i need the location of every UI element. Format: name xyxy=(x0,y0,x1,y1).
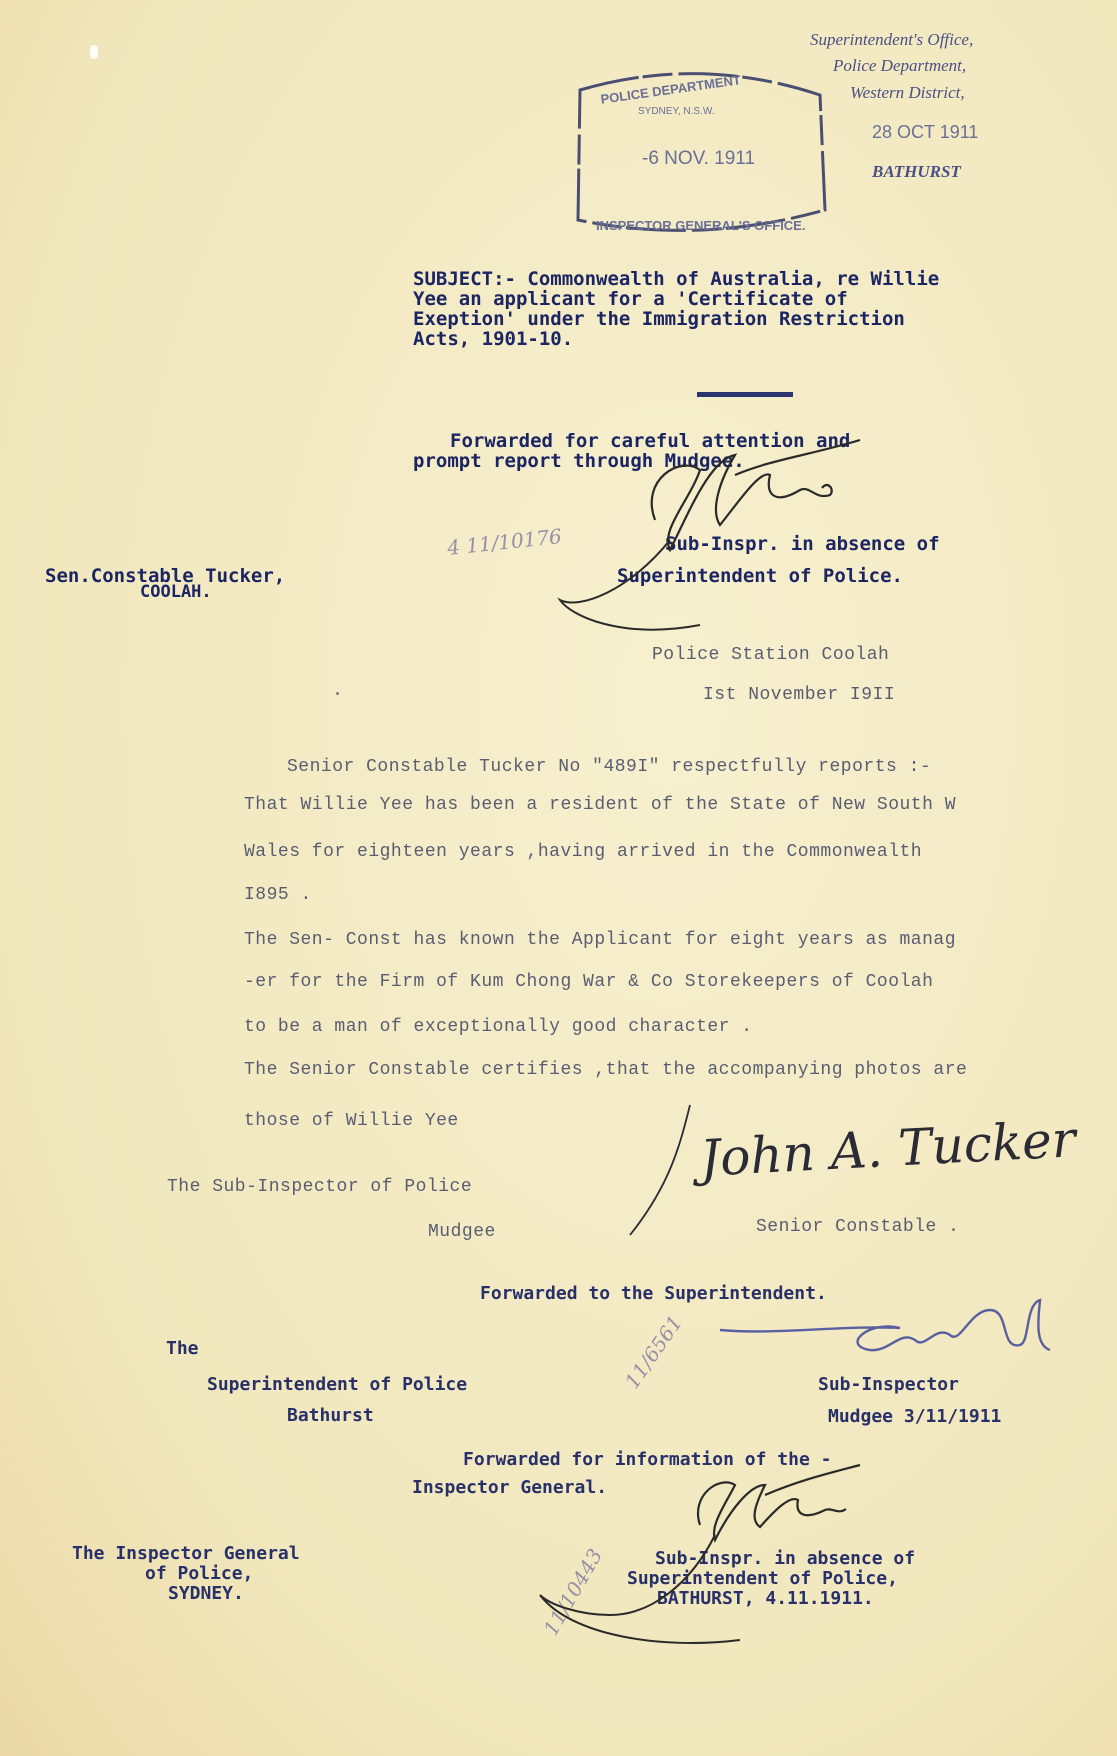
report-signer-title: Senior Constable . xyxy=(756,1217,960,1237)
pencil-note-2: 11/6561 xyxy=(619,1311,688,1393)
report-date: Ist November I9II xyxy=(703,685,896,705)
stamp-line-3: Western District, xyxy=(850,83,965,102)
subject-line-4: Acts, 1901-10. xyxy=(413,328,574,350)
separator-mark xyxy=(697,392,793,397)
report-line-7: to be a man of exceptionally good character . xyxy=(244,1017,753,1037)
stamp-office: INSPECTOR GENERAL'S OFFICE. xyxy=(596,218,806,233)
stamp-received-date: -6 NOV. 1911 xyxy=(642,148,756,169)
forward2-signer-title: Sub-Inspector xyxy=(818,1374,959,1395)
stamp-arc: POLICE DEPARTMENT xyxy=(599,72,742,107)
forward3-to-line-2: of Police, xyxy=(145,1563,254,1584)
report-to-line-1: The Sub-Inspector of Police xyxy=(167,1177,473,1197)
forward1-addressee-line-2: COOLAH. xyxy=(140,582,212,602)
forward1-line-1: Forwarded for careful attention and xyxy=(450,430,851,452)
paper-hole xyxy=(90,45,98,59)
report-line-8: The Senior Constable certifies ,that the accompanying photos are xyxy=(244,1060,968,1080)
stamp-date: 28 OCT 1911 xyxy=(872,122,979,142)
report-line-6: -er for the Firm of Kum Chong War & Co Storekeepers of Coolah xyxy=(244,972,934,992)
stamp-line-2: Police Department, xyxy=(833,56,967,75)
forward1-addressee-line-1: Sen.Constable Tucker, xyxy=(45,565,286,587)
report-line-9: those of Willie Yee xyxy=(244,1111,459,1131)
forward3-line-1: Forwarded for information of the - xyxy=(463,1449,832,1470)
stamp-line-1: Superintendent's Office, xyxy=(810,30,974,49)
report-to-line-2: Mudgee xyxy=(428,1222,496,1242)
forward3-sign-line-3: BATHURST, 4.11.1911. xyxy=(657,1588,874,1609)
pencil-note-1: 4 11/10176 xyxy=(446,524,563,560)
subject-line-1: SUBJECT:- Commonwealth of Australia, re Willie xyxy=(413,268,940,290)
forward2-signer-date: Mudgee 3/11/1911 xyxy=(828,1406,1002,1427)
subject-line-3: Exeption' under the Immigration Restriction xyxy=(413,308,905,330)
report-line-4: I895 . xyxy=(244,885,312,905)
report-line-1: Senior Constable Tucker No "489I" respectfully reports :- xyxy=(287,757,932,777)
forward3-sign-line-1: Sub-Inspr. in absence of xyxy=(655,1548,916,1569)
signature-tucker: John A. Tucker xyxy=(698,1110,1077,1188)
signature-sub-inspector-2 xyxy=(540,1465,880,1665)
forward3-line-2: Inspector General. xyxy=(412,1477,608,1498)
signature-flourish-tucker xyxy=(630,1105,730,1245)
report-station: Police Station Coolah xyxy=(652,645,890,665)
forward1-sign-line-1: Sub-Inspr. in absence of xyxy=(665,533,940,555)
forward2-to-line-2: Superintendent of Police xyxy=(207,1374,468,1395)
forward3-to-line-1: The Inspector General xyxy=(72,1543,300,1564)
stamp-city: SYDNEY, N.S.W. xyxy=(638,106,715,117)
pencil-note-3: 11/10443 xyxy=(538,1544,608,1640)
forward1-sign-line-2: Superintendent of Police. xyxy=(617,565,903,587)
forward3-to-line-3: SYDNEY. xyxy=(168,1583,244,1604)
subject-line-2: Yee an applicant for a 'Certificate of xyxy=(413,288,848,310)
forward2-to-line-1: The xyxy=(166,1338,199,1359)
report-line-5: The Sen- Const has known the Applicant for eight years as manag xyxy=(244,930,957,950)
forward2-line-1: Forwarded to the Superintendent. xyxy=(480,1283,827,1304)
signature-sub-inspector-mudgee xyxy=(720,1290,1060,1380)
ink-dot xyxy=(336,692,339,695)
signature-sub-inspector-1 xyxy=(560,440,940,640)
report-line-3: Wales for eighteen years ,having arrived in the Commonwealth xyxy=(244,842,923,862)
report-line-2: That Willie Yee has been a resident of the State of New South W xyxy=(244,795,957,815)
forward3-sign-line-2: Superintendent of Police, xyxy=(627,1568,898,1589)
forward2-to-line-3: Bathurst xyxy=(287,1405,374,1426)
forward1-line-2: prompt report through Mudgee. xyxy=(413,450,745,472)
stamp-place: BATHURST xyxy=(872,162,961,181)
